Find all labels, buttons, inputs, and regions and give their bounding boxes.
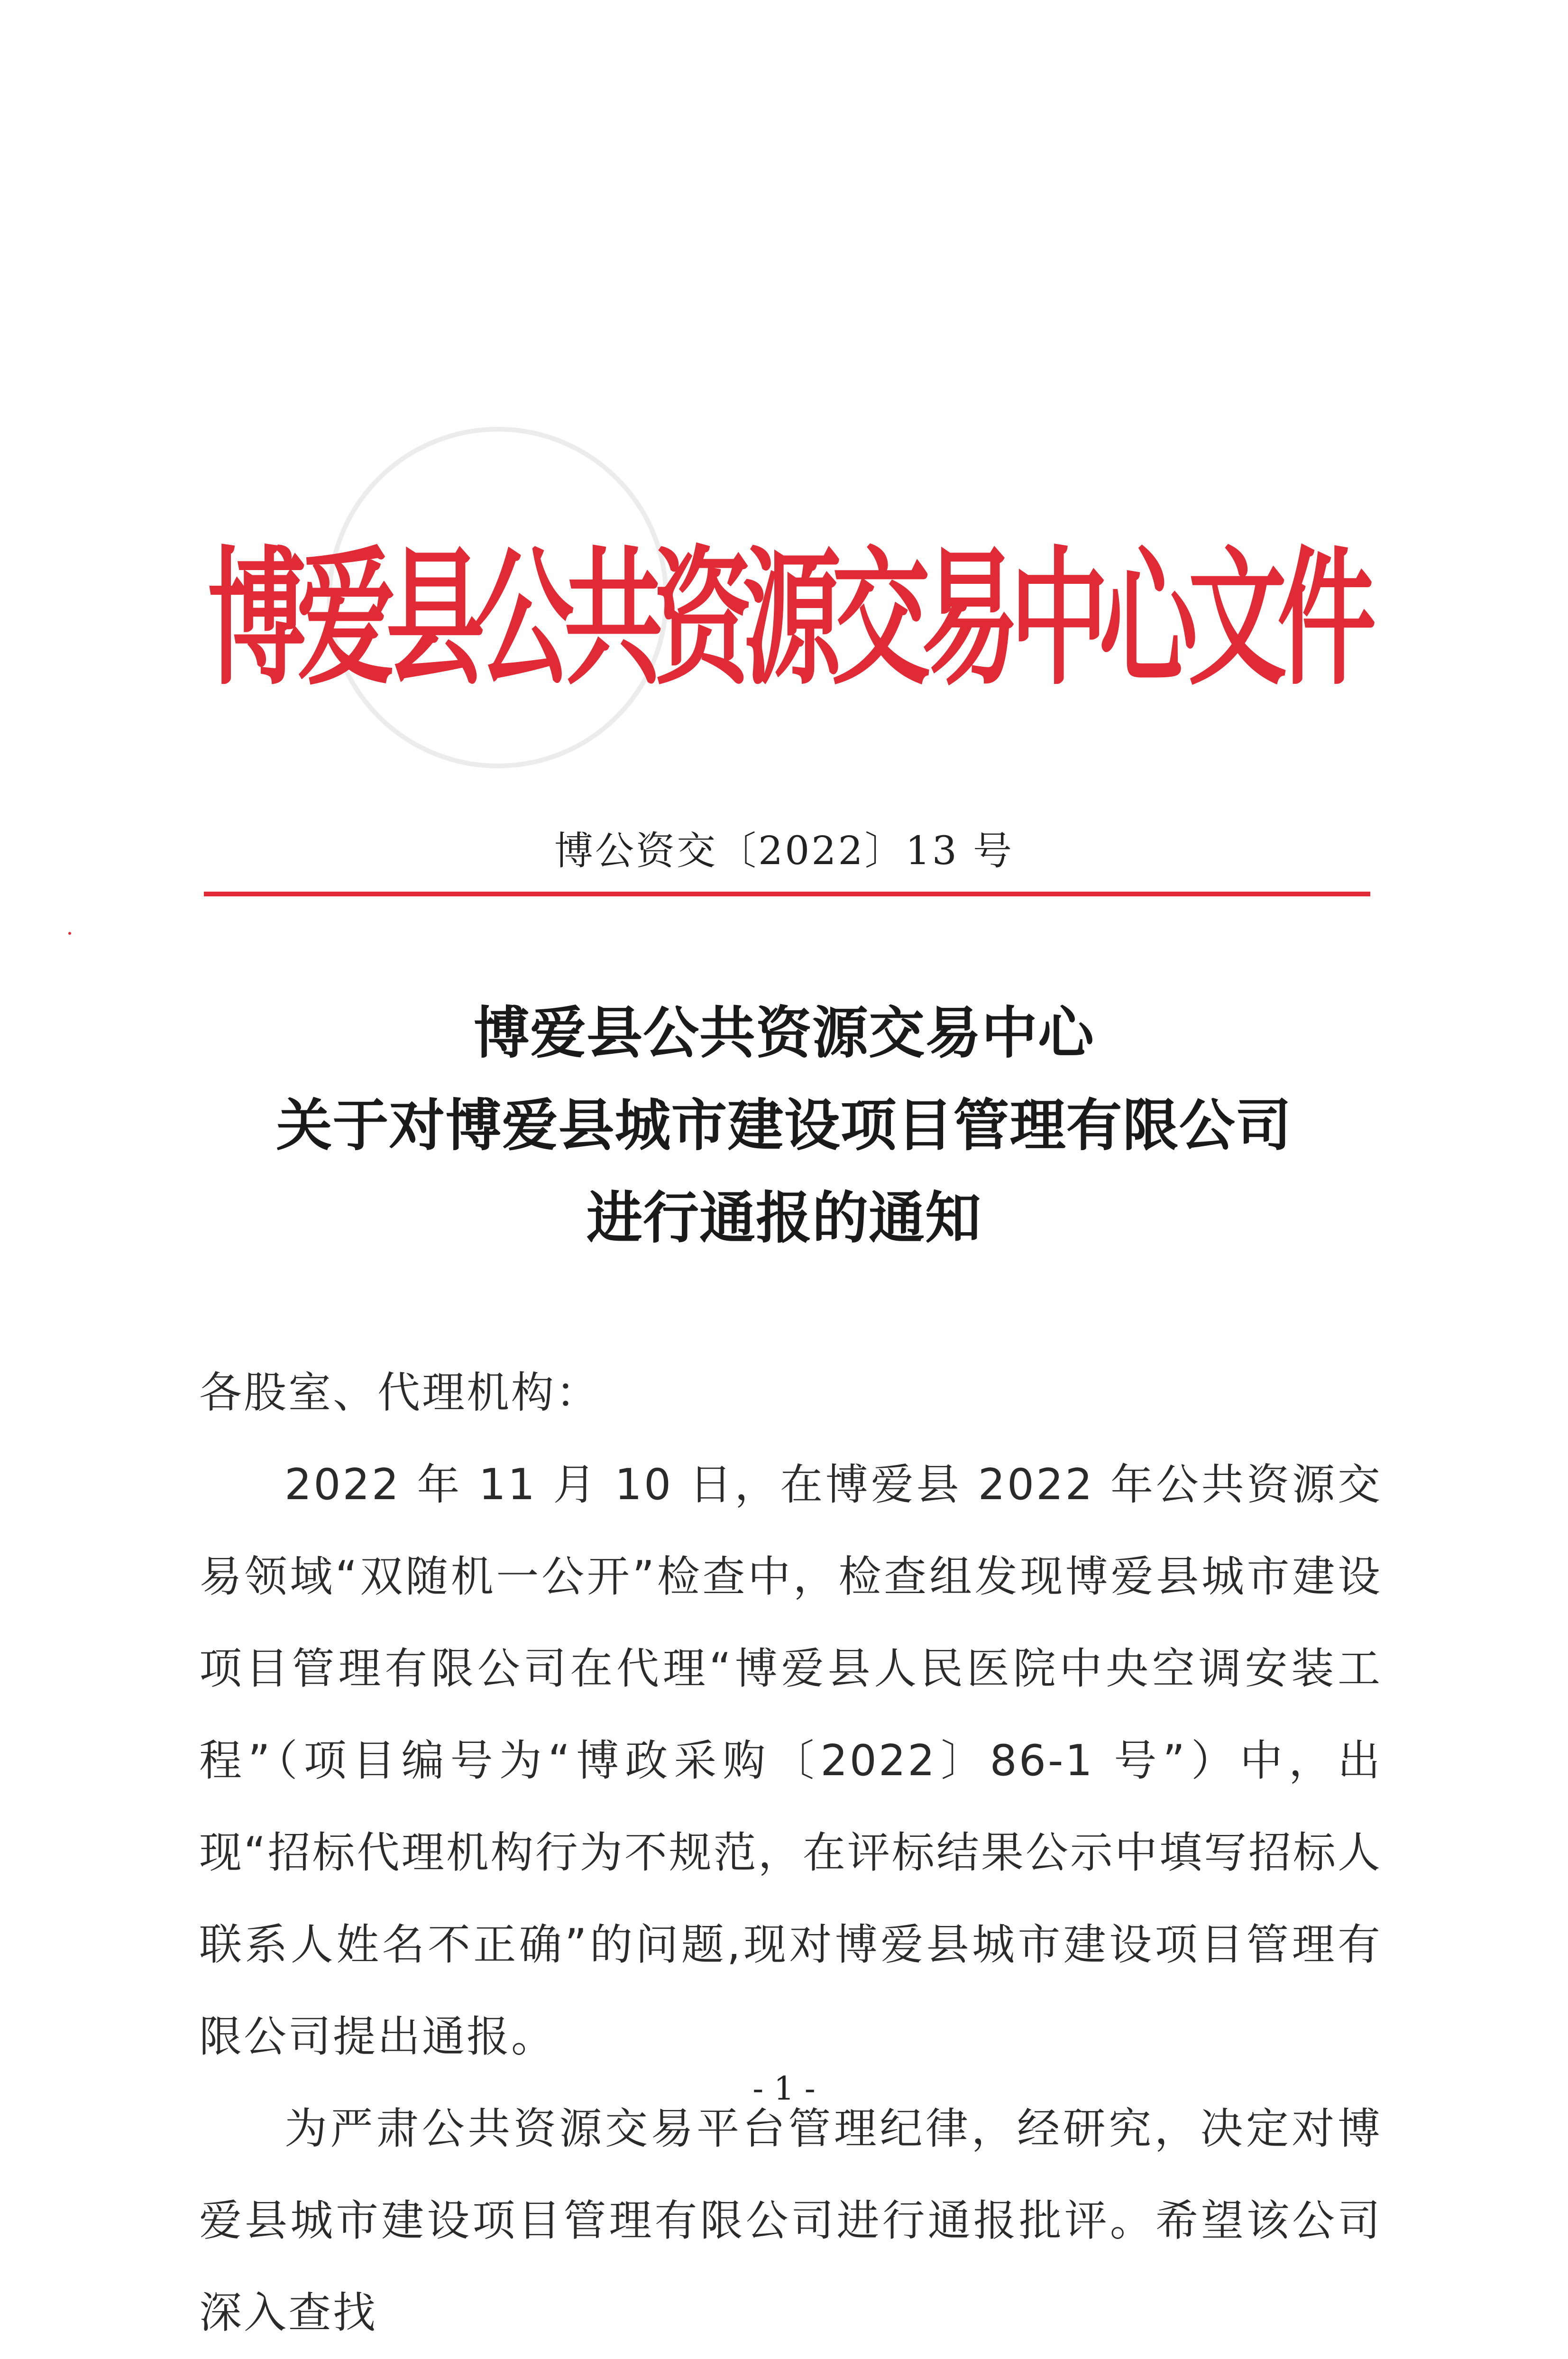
- notice-title-line-1: 博爱县公共资源交易中心: [473, 1000, 1094, 1066]
- salutation: 各股室、代理机构：: [199, 1368, 600, 1418]
- body-paragraph-1: 2022 年 11 月 10 日，在博爱县 2022 年公共资源交易领域“双随机一公开”检查中，检查组发现博爱县城市建设项目管理有限公司在代理“博爱县人民医院中央空调安装工程”（项目编号为“博政采购〔2022〕86-1 号”）中，出现“招标代理机构行为不规范，在评标结果公示中填写招标人联系人姓名不正确”的问题,现对博爱县城市建设项目管理有限公司提出通报。: [199, 1460, 1382, 2062]
- page-number: - 1 -: [752, 2070, 816, 2108]
- notice-body: [199, 1347, 1382, 2359]
- red-speck: [68, 932, 71, 935]
- body-paragraph-2: 为严肃公共资源交易平台管理纪律，经研究，决定对博爱县城市建设项目管理有限公司进行通报批评。希望该公司深入查找: [199, 2104, 1382, 2338]
- document-number: 博公资交〔2022〕13 号: [554, 829, 1014, 874]
- letterhead-title: 博爱县公共资源交易中心文件: [208, 532, 1366, 706]
- notice-title-line-2: 关于对博爱县城市建设项目管理有限公司: [276, 1092, 1292, 1158]
- notice-title-line-3: 进行通报的通知: [586, 1185, 981, 1251]
- red-divider-line: [204, 892, 1370, 896]
- notice-title: [0, 986, 1568, 1264]
